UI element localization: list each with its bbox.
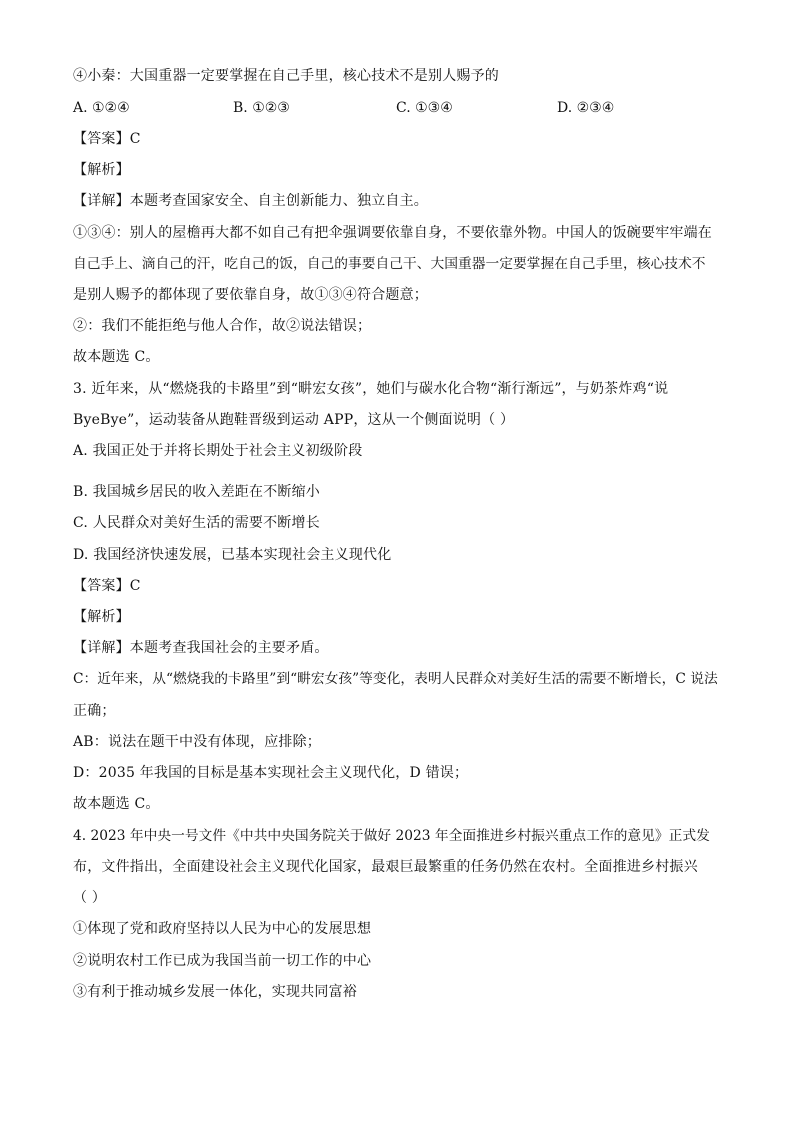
q2-explanation-line-3: 是别人赐予的都体现了要依靠自身，故①③④符合题意；	[73, 287, 428, 303]
q2-option-d: D. ②③④	[557, 100, 615, 116]
q4-stem-line-1: 4. 2023 年中央一号文件《中共中央国务院关于做好 2023 年全面推进乡村振兴重点工作的意见》正式发	[73, 828, 710, 844]
q2-explanation-line-4: ②：我们不能拒绝与他人合作，故②说法错误；	[73, 318, 372, 334]
q4-item-2: ②说明农村工作已成为我国当前一切工作的中心	[73, 953, 372, 969]
q2-explanation-line-2: 自己手上、滴自己的汗，吃自己的饭，自己的事要自己干、大国重器一定要掌握在自己手里，核心技术不	[73, 256, 706, 272]
q2-conclusion: 故本题选 C。	[73, 349, 160, 365]
q3-stem-line-2: ByeBye”，运动装备从跑鞋晋级到运动 APP，这从一个侧面说明（ ）	[73, 412, 515, 428]
q2-detail: 【详解】本题考查国家安全、自主创新能力、独立自主。	[73, 193, 428, 209]
q3-option-a: A. 我国正处于并将长期处于社会主义初级阶段	[73, 443, 363, 459]
q3-explanation-line-2: 正确；	[73, 703, 116, 719]
q3-explanation-line-3: AB：说法在题干中没有体现，应排除；	[73, 734, 321, 750]
q3-explanation-line-4: D：2035 年我国的目标是基本实现社会主义现代化，D 错误；	[73, 765, 469, 781]
q2-explanation-line-1: ①③④：别人的屋檐再大都不如自己有把伞强调要依靠自身，不要依靠外物。中国人的饭碗要牢牢端在	[73, 225, 712, 241]
q3-answer: 【答案】C	[73, 578, 141, 594]
q4-item-1: ①体现了党和政府坚持以人民为中心的发展思想	[73, 921, 372, 937]
q3-detail: 【详解】本题考查我国社会的主要矛盾。	[73, 640, 329, 656]
q2-item-4: ④小秦：大国重器一定要掌握在自己手里，核心技术不是别人赐予的	[73, 68, 499, 84]
q3-conclusion: 故本题选 C。	[73, 796, 160, 812]
q3-option-b: B. 我国城乡居民的收入差距在不断缩小	[73, 484, 320, 500]
q3-option-c: C. 人民群众对美好生活的需要不断增长	[73, 515, 320, 531]
q3-explanation-line-1: C：近年来，从“燃烧我的卡路里”到“畊宏女孩”等变化，表明人民群众对美好生活的需要不断增长，C 说法	[73, 671, 718, 687]
q4-stem-line-2: 布，文件指出，全面建设社会主义现代化国家，最艰巨最繁重的任务仍然在农村。全面推进乡村振兴	[73, 859, 698, 875]
q4-item-3: ③有利于推动城乡发展一体化，实现共同富裕	[73, 984, 357, 1000]
q2-option-a: A. ①②④	[73, 100, 130, 116]
q2-analysis-label: 【解析】	[73, 162, 130, 178]
q2-answer: 【答案】C	[73, 131, 141, 147]
q3-analysis-label: 【解析】	[73, 609, 130, 625]
q2-option-c: C. ①③④	[396, 100, 453, 116]
q3-stem-line-1: 3. 近年来，从“燃烧我的卡路里”到“畊宏女孩”，她们与碳水化合物“渐行渐远”，与奶茶炸鸡“说	[73, 381, 669, 397]
q2-option-b: B. ①②③	[233, 100, 290, 116]
q3-option-d: D. 我国经济快速发展，已基本实现社会主义现代化	[73, 547, 392, 563]
q4-stem-line-3: （ ）	[73, 890, 107, 906]
